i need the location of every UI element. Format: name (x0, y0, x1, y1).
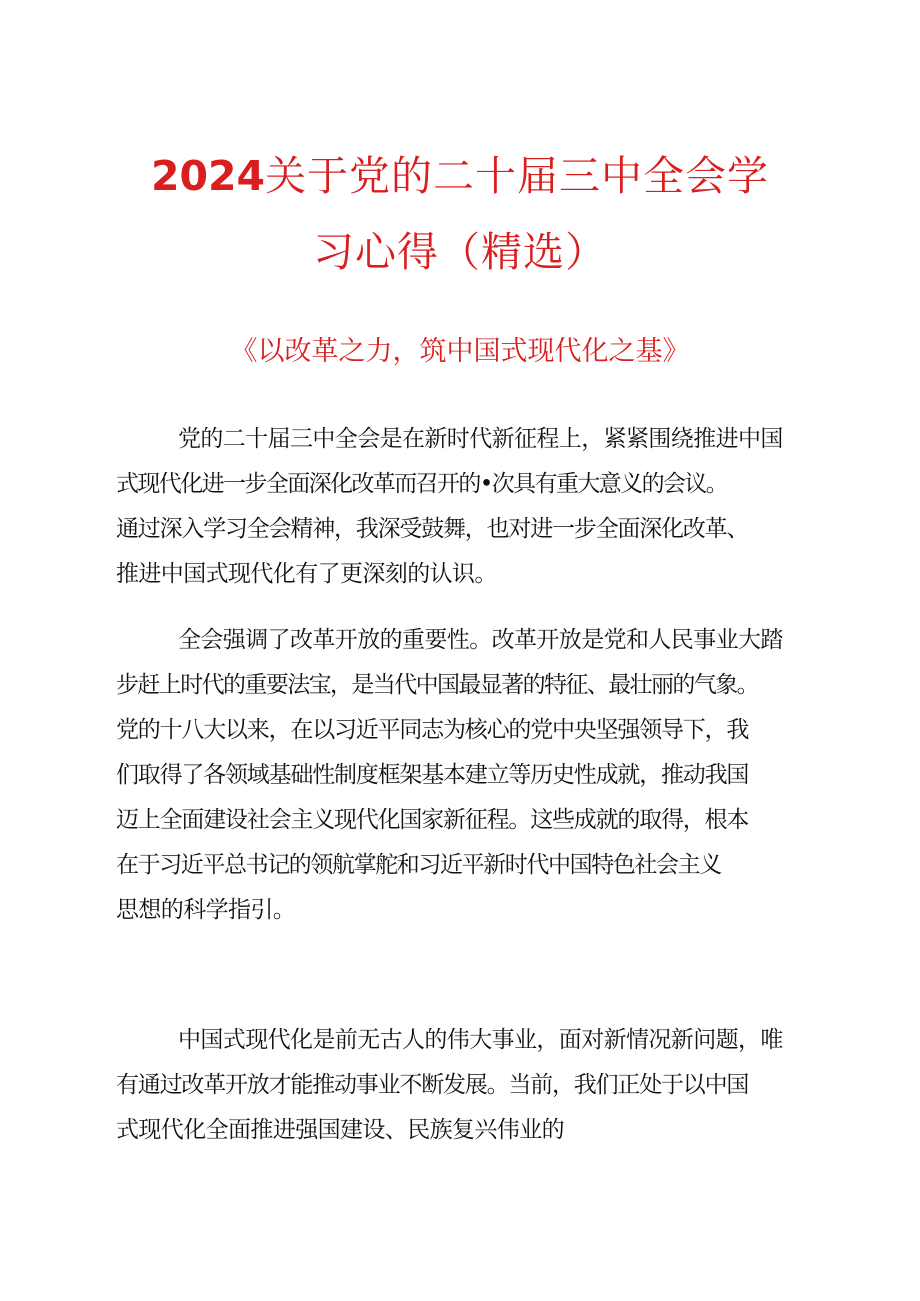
title-text-1: 关于党的二十届三中全会学 (265, 152, 770, 200)
paragraph-line: 推进中国式现代化有了更深刻的认识。 (116, 561, 497, 587)
document-subtitle: 《以改革之力，筑中国式现代化之基》 (230, 336, 690, 367)
paragraph-line: 思想的科学指引。 (116, 897, 296, 923)
paragraph-line: 式现代化进一步全面深化改革而召开的•次具有重大意义的会议。 (116, 471, 728, 497)
title-year: 2024 (150, 152, 266, 200)
paragraph-line: 通过深入学习全会精神，我深受鼓舞，也对进一步全面深化改革、 (116, 516, 749, 542)
document-title-line-1 (0, 152, 920, 200)
paragraph-line: 步赶上时代的重要法宝，是当代中国最显著的特征、最壮丽的气象。 (116, 672, 759, 698)
paragraph-line: 有通过改革开放才能推动事业不断发展。当前，我们正处于以中国 (116, 1072, 749, 1098)
paragraph-1 (116, 424, 816, 604)
paragraph-line: 们取得了各领域基础性制度框架基本建立等历史性成就，推动我国 (116, 762, 749, 788)
paragraph-line: 在于习近平总书记的领航掌舵和习近平新时代中国特色社会主义 (116, 852, 721, 878)
paragraph-line: 全会强调了改革开放的重要性。改革开放是党和人民事业大踏 (178, 627, 783, 653)
paragraph-line: 中国式现代化是前无古人的伟大事业，面对新情况新问题，唯 (178, 1027, 783, 1053)
paragraph-3 (116, 1025, 816, 1165)
paragraph-line: 式现代化全面推进强国建设、民族复兴伟业的 (116, 1117, 565, 1143)
paragraph-2 (116, 625, 816, 945)
paragraph-line: 党的十八大以来，在以习近平同志为核心的党中央坚强领导下，我 (116, 717, 749, 743)
document-title-line-2: 习心得（精选） (313, 228, 607, 276)
paragraph-line: 迈上全面建设社会主义现代化国家新征程。这些成就的取得，根本 (116, 807, 749, 833)
paragraph-line: 党的二十届三中全会是在新时代新征程上，紧紧围绕推进中国 (178, 426, 783, 452)
